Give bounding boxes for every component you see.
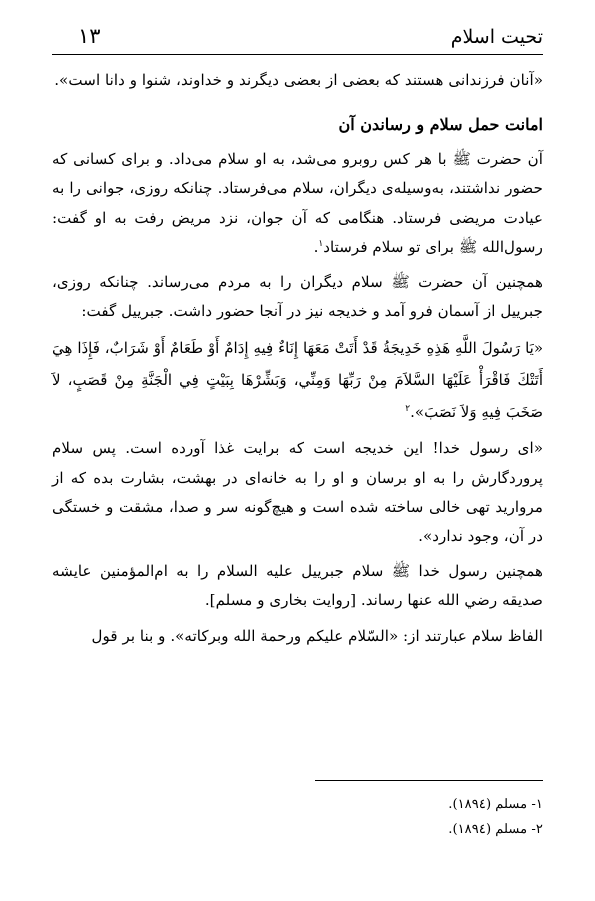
footnote-1: ١- مسلم (١٨٩٤).	[448, 797, 543, 812]
paragraph-salam-words: الفاظ سلام عبارتند از: «السّلام علیکم ورحمة الله وبرکاته». و بنا بر قول	[91, 626, 543, 645]
hadith-translation: «ای رسول خدا! این خدیجه است که برایت غذا آورده است. پس سلام پروردگارش را به او برسان و او را به خانه‌ای در بهشت، بشارت بده که از مروارید تهی خالی ساخته شده است و هیچ‌گونه سر و صدا، مشقت و خستگی در آن، وجود ندارد».	[52, 439, 543, 546]
page-header	[52, 22, 543, 55]
paragraph-aisha: همچنین رسول خدا ﷺ سلام جبرییل عليه السلام را به ام‌المؤمنین عایشه صدیقه رضي الله عنها رساند. [روایت بخاری و مسلم].	[52, 562, 543, 610]
paragraph-jibril: همچنین آن حضرت ﷺ سلام دیگران را به مردم می‌رساند. چنانکه روزی، جبرییل از آسمان فرو آمد و خدیجه نیز در آنجا حضور داشت. جبرییل گفت:	[52, 273, 543, 321]
body-text	[52, 66, 543, 651]
footnotes	[52, 792, 543, 842]
footnote-ref-1: ١	[318, 238, 324, 249]
footnote-ref-2: ٢	[405, 404, 411, 415]
section-heading: امانت حمل سلام و رساندن آن	[338, 115, 543, 135]
page-number: ١٣	[78, 24, 101, 48]
running-title: تحیت اسلام	[450, 26, 543, 48]
paragraph-greetings-delivery: آن حضرت ﷺ با هر کس روبرو می‌شد، به او سلام می‌داد. و برای کسانی که حضور نداشتند، به‌وسیله‌ی دیگران، سلام می‌فرستاد. چنانکه روزی، جوانی را به عیادت مریضی فرستاد. هنگامی که آن جوان، نزد مریض رفت به او گفت: رسول‌الله ﷺ برای تو سلام فرستاد$^١$.	[52, 150, 543, 256]
paragraph-text: آن حضرت ﷺ با هر کس روبرو می‌شد، به او سلام می‌داد. و برای کسانی که حضور نداشتند، به‌وسیله‌ی دیگران، سلام می‌فرستاد. چنانکه روزی، جوانی را به عیادت مریضی فرستاد. هنگامی که آن جوان، نزد مریض رفت به او گفت: رسول‌الله ﷺ برای تو سلام فرستاد	[52, 150, 543, 256]
quote-translation-paragraph: «آنان فرزندانی هستند که بعضی از بعضی دیگرند و خداوند، شنوا و دانا است».	[54, 71, 543, 89]
arabic-hadith-text: «يَا رَسُولَ اللَّهِ هَذِهِ خَدِيجَةُ قَدْ أَتَتْ مَعَهَا إِنَاءٌ فِيهِ إِدَامٌ أَوْ طَعَامٌ أَوْ شَرَابٌ، فَإِذَا هِيَ أَتَتْكَ فَاقْرَأْ عَلَيْهَا السَّلاَمَ مِنْ رَبِّهَا وَمِنِّي، وَبَشِّرْهَا بِبَيْتٍ فِي الْجَنَّةِ مِنْ قَصَبٍ، لاَ صَخَبَ فِيهِ وَلاَ نَصَبَ».	[52, 339, 543, 422]
footnote-2: ٢- مسلم (١٨٩٤).	[448, 822, 543, 837]
footnote-separator	[315, 780, 543, 781]
arabic-hadith	[52, 332, 543, 428]
